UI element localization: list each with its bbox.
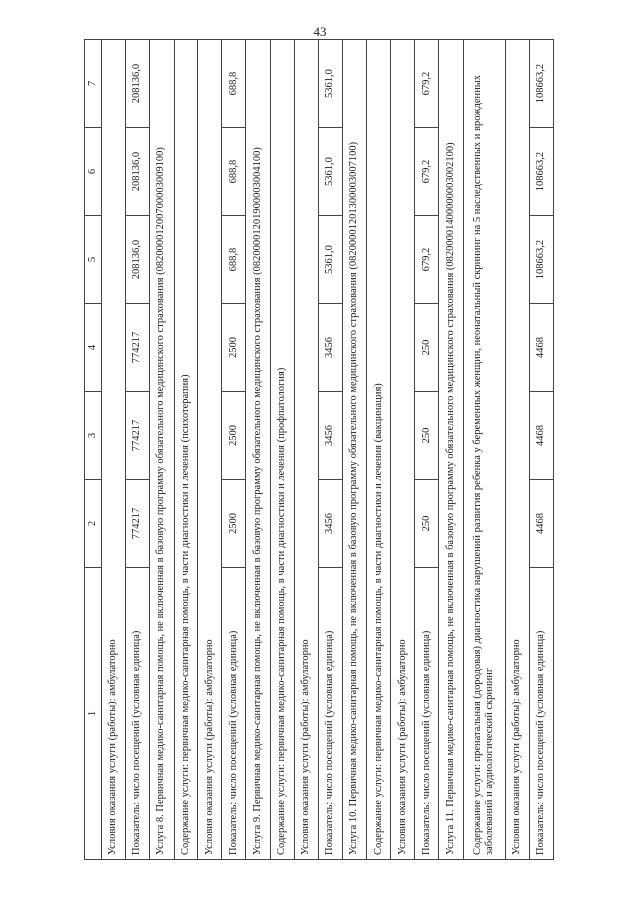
table-row (294, 40, 318, 860)
value-cell: 108663,2 (529, 216, 553, 304)
indicator-label: Показатель: число посещений (условная единица) (318, 568, 342, 860)
page-number: 43 (313, 24, 327, 39)
table-row (246, 40, 271, 860)
services-table (84, 39, 554, 860)
table-row (529, 40, 553, 860)
value-cell: 208136,0 (125, 128, 149, 216)
table-row (439, 40, 464, 860)
table-row (174, 40, 198, 860)
service-title-cell: Услуга 11. Первичная медико-санитарная помощь, не включенная в базовую программу обязательного медицинского страхования (08200001400000003002100) (439, 40, 464, 860)
value-cell: 4468 (529, 392, 553, 480)
table-row (198, 40, 222, 860)
value-cell: 108663,2 (529, 128, 553, 216)
header-cell: 3 (85, 392, 102, 480)
header-cell: 2 (85, 480, 102, 568)
service-title-cell: Услуга 9. Первичная медико-санитарная помощь, не включенная в базовую программу обязательного медицинского страхования (08200001201900003004100) (246, 40, 271, 860)
header-cell: 1 (85, 568, 102, 860)
conditions-cell: Условия оказания услуги (работы): амбулаторно (505, 40, 529, 860)
value-cell: 5361,0 (318, 216, 342, 304)
value-cell: 250 (415, 392, 439, 480)
service-title-cell: Услуга 8. Первичная медико-санитарная помощь, не включенная в базовую программу обязательного медицинского страхования (08200001200700003009100) (149, 40, 174, 860)
conditions-cell: Условия оказания услуги (работы): амбулаторно (294, 40, 318, 860)
rotated-table-container (84, 40, 554, 860)
value-cell: 5361,0 (318, 128, 342, 216)
value-cell: 4468 (529, 480, 553, 568)
table-row (391, 40, 415, 860)
header-cell: 4 (85, 304, 102, 392)
conditions-cell: Условия оказания услуги (работы): амбулаторно (391, 40, 415, 860)
header-cell: 5 (85, 216, 102, 304)
service-title-cell: Услуга 10. Первичная медико-санитарная помощь, не включенная в базовую программу обязательного медицинского страхования (08200001201300003007100) (342, 40, 367, 860)
value-cell: 679,2 (415, 40, 439, 128)
value-cell: 3456 (318, 392, 342, 480)
service-content-cell: Содержание услуги: первичная медико-санитарная помощь, в части диагностики и лечения (вакцинация) (367, 40, 391, 860)
conditions-cell: Условия оказания услуги (работы): амбулаторно (198, 40, 222, 860)
conditions-cell: Условия оказания услуги (работы): амбулаторно (102, 40, 126, 860)
value-cell: 3456 (318, 480, 342, 568)
value-cell: 2500 (222, 392, 246, 480)
value-cell: 679,2 (415, 216, 439, 304)
value-cell: 5361,0 (318, 40, 342, 128)
table-header-row (85, 40, 102, 860)
indicator-label: Показатель: число посещений (условная единица) (222, 568, 246, 860)
value-cell: 688,8 (222, 128, 246, 216)
value-cell: 250 (415, 480, 439, 568)
indicator-label: Показатель: число посещений (условная единица) (125, 568, 149, 860)
value-cell: 688,8 (222, 40, 246, 128)
table-row (367, 40, 391, 860)
service-content-cell: Содержание услуги: первичная медико-санитарная помощь, в части диагностики и лечения (профпатология) (270, 40, 294, 860)
value-cell: 250 (415, 304, 439, 392)
service-content-cell: Содержание услуги: первичная медико-санитарная помощь, в части диагностики и лечения (психотерапия) (174, 40, 198, 860)
table-row (270, 40, 294, 860)
table-row (342, 40, 367, 860)
value-cell: 208136,0 (125, 40, 149, 128)
table-row (102, 40, 126, 860)
table-row (318, 40, 342, 860)
table-row (415, 40, 439, 860)
table-row (149, 40, 174, 860)
value-cell: 688,8 (222, 216, 246, 304)
table-row (222, 40, 246, 860)
indicator-label: Показатель: число посещений (условная единица) (529, 568, 553, 860)
header-cell: 7 (85, 40, 102, 128)
service-content-cell: Содержание услуги: пренатальная (дородовая) диагностика нарушений развития ребенка у беременных женщин, неонатальный скрининг на 5 наследственных и врожденных заболеваний и аудиологический скрининг (463, 40, 505, 860)
header-cell: 6 (85, 128, 102, 216)
value-cell: 2500 (222, 480, 246, 568)
value-cell: 774217 (125, 304, 149, 392)
indicator-label: Показатель: число посещений (условная единица) (415, 568, 439, 860)
table-row (463, 40, 505, 860)
value-cell: 774217 (125, 392, 149, 480)
table-row (505, 40, 529, 860)
value-cell: 774217 (125, 480, 149, 568)
value-cell: 2500 (222, 304, 246, 392)
value-cell: 208136,0 (125, 216, 149, 304)
value-cell: 3456 (318, 304, 342, 392)
table-row (125, 40, 149, 860)
value-cell: 108663,2 (529, 40, 553, 128)
value-cell: 4468 (529, 304, 553, 392)
value-cell: 679,2 (415, 128, 439, 216)
